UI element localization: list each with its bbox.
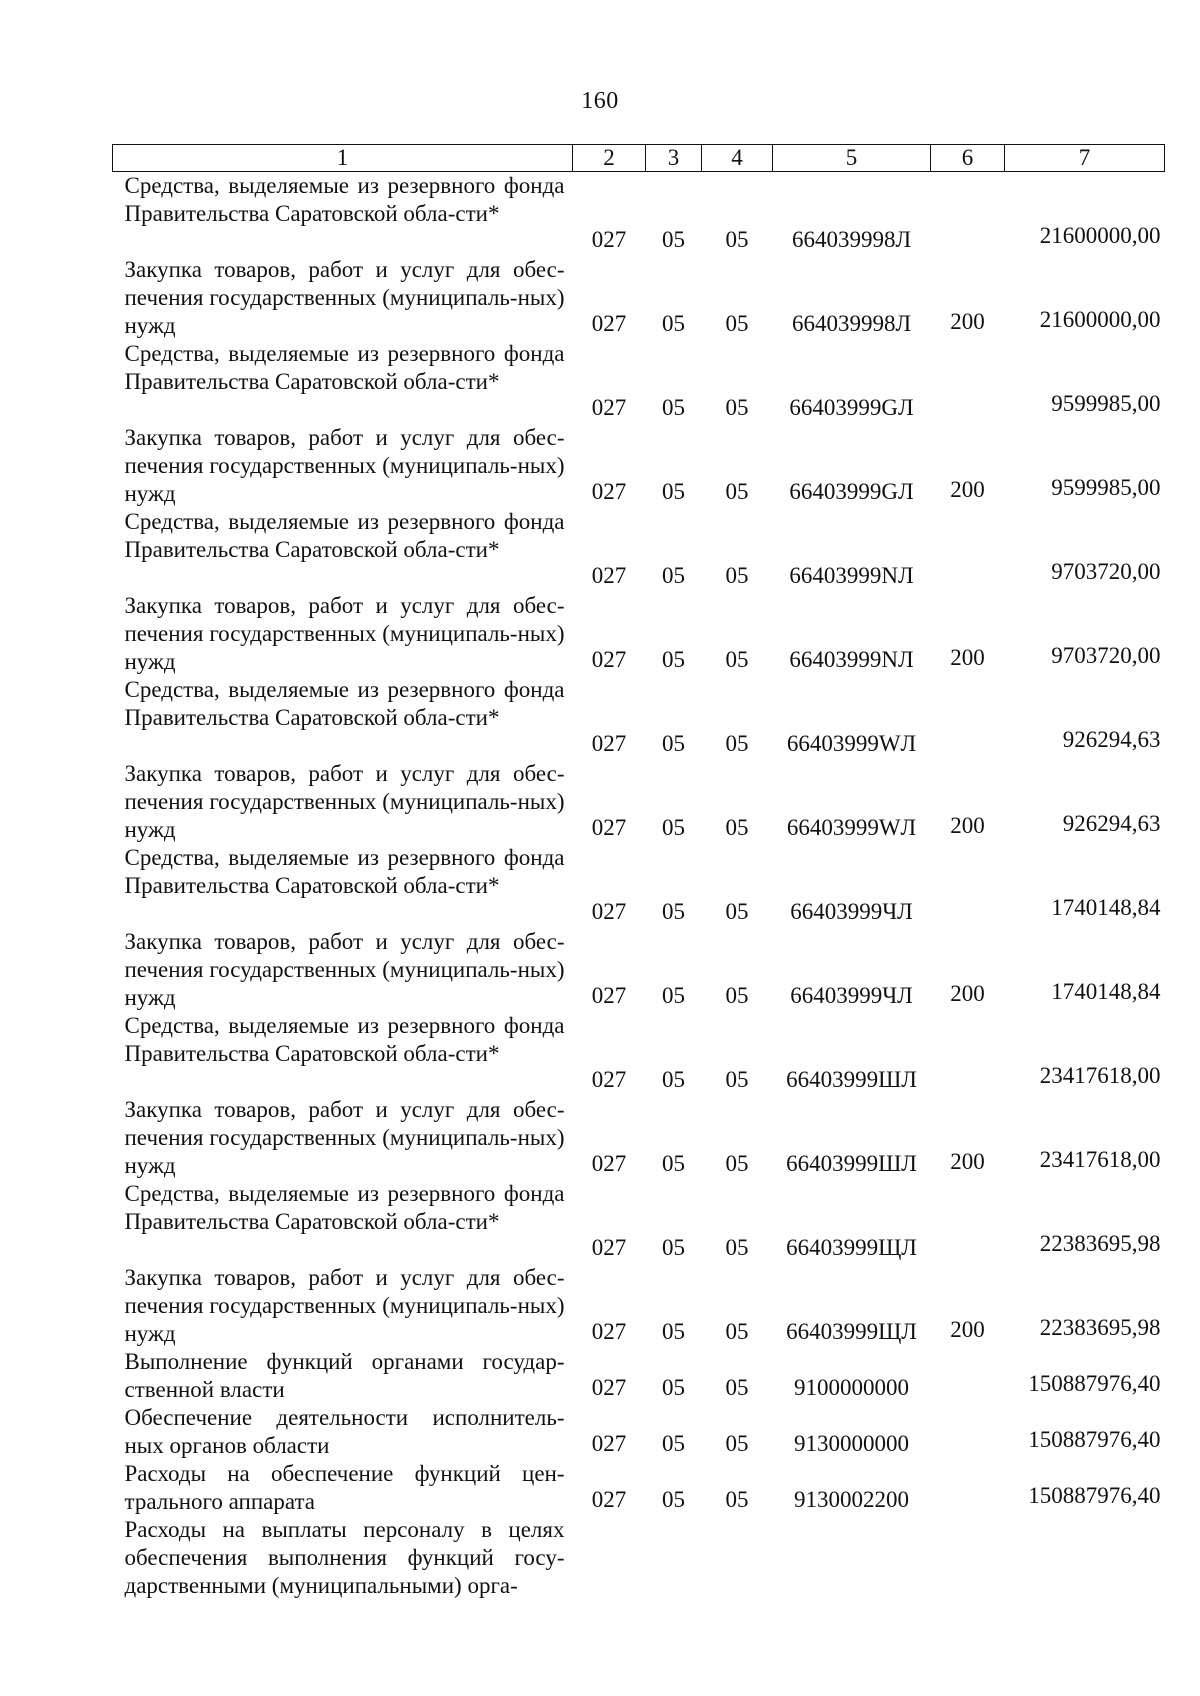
table-row [113,1516,1165,1600]
cell-section: 05 [662,395,685,420]
column-header-7: 7 [1005,145,1165,172]
table-row [113,340,1165,424]
cell-target-article: 66403999ЩЛ [786,1319,917,1344]
cell-name: Расходы на выплаты персоналу в целях обеспечения выполнения функций госу-дарственными (муниципальными) орга- [124,1517,565,1598]
cell-subsection: 05 [725,1067,749,1092]
cell-expense-type: 200 [950,477,985,502]
cell-subsection: 05 [725,1375,749,1400]
page-number: 160 [581,88,619,114]
table-row [113,1180,1165,1264]
cell-chapter: 027 [591,1151,627,1176]
budget-table [112,144,1165,1600]
cell-subsection [702,1516,773,1600]
cell-amount: 9703720,00 [1051,559,1161,584]
column-header-6: 6 [931,145,1005,172]
cell-expense-type [931,508,1005,592]
cell-section [646,1516,702,1600]
table-row [113,1348,1165,1404]
cell-amount: 926294,63 [1062,811,1161,836]
cell-section: 05 [662,1151,685,1176]
cell-subsection: 05 [725,1235,749,1260]
column-header-4: 4 [702,145,773,172]
cell-amount: 9703720,00 [1051,643,1161,668]
cell-expense-type: 200 [950,981,985,1006]
cell-target-article: 66403999ЩЛ [786,1235,917,1260]
column-header-5: 5 [773,145,931,172]
cell-chapter: 027 [591,647,627,672]
cell-section: 05 [662,1431,685,1456]
cell-subsection: 05 [725,479,749,504]
cell-name: Закупка товаров, работ и услуг для обес-печения государственных (муниципаль-ных) нужд [124,1265,565,1346]
column-header-2: 2 [573,145,646,172]
cell-amount: 21600000,00 [1039,223,1161,248]
cell-chapter [573,1516,646,1600]
cell-expense-type [931,676,1005,760]
cell-name: Средства, выделяемые из резервного фонда Правительства Саратовской обла-сти* [124,845,565,898]
cell-chapter: 027 [591,1431,627,1456]
cell-chapter: 027 [591,815,627,840]
cell-name: Выполнение функций органами государ-ственной власти [124,1349,565,1402]
cell-expense-type: 200 [950,309,985,334]
cell-expense-type [931,1404,1005,1460]
cell-target-article: 66403999NЛ [789,647,914,672]
cell-expense-type [931,340,1005,424]
column-header-3: 3 [646,145,702,172]
cell-chapter: 027 [591,1319,627,1344]
table-row [113,592,1165,676]
table-row [113,1404,1165,1460]
table-row [113,760,1165,844]
cell-name: Обеспечение деятельности исполнитель-ных органов области [124,1405,565,1458]
cell-section: 05 [662,1375,685,1400]
table-row [113,508,1165,592]
cell-section: 05 [662,1235,685,1260]
column-header-1: 1 [113,145,573,172]
table-row [113,1012,1165,1096]
cell-subsection: 05 [725,815,749,840]
cell-target-article: 664039998Л [791,227,912,252]
cell-amount: 1740148,84 [1051,895,1161,920]
cell-expense-type: 200 [950,1149,985,1174]
cell-target-article: 664039998Л [791,311,912,336]
cell-amount [1005,1516,1165,1600]
cell-subsection: 05 [725,395,749,420]
cell-section: 05 [662,647,685,672]
cell-subsection: 05 [725,563,749,588]
table-row [113,256,1165,340]
cell-expense-type: 200 [950,813,985,838]
cell-amount: 1740148,84 [1051,979,1161,1004]
cell-expense-type [931,1348,1005,1404]
table-row [113,424,1165,508]
cell-name: Закупка товаров, работ и услуг для обес-печения государственных (муниципаль-ных) нужд [124,593,565,674]
cell-expense-type [931,1012,1005,1096]
cell-name: Расходы на обеспечение функций цен-трального аппарата [124,1461,565,1514]
cell-target-article: 9100000000 [794,1375,909,1400]
cell-expense-type: 200 [950,645,985,670]
cell-amount: 22383695,98 [1039,1315,1161,1340]
cell-subsection: 05 [725,1431,749,1456]
cell-target-article: 9130002200 [794,1487,909,1512]
cell-target-article: 9130000000 [794,1431,909,1456]
table-row [113,676,1165,760]
cell-expense-type [931,1460,1005,1516]
table-body [113,172,1165,1601]
cell-target-article: 66403999GЛ [789,479,914,504]
cell-section: 05 [662,563,685,588]
cell-section: 05 [662,1067,685,1092]
cell-amount: 23417618,00 [1039,1063,1161,1088]
cell-target-article: 66403999NЛ [789,563,914,588]
cell-target-article: 66403999GЛ [789,395,914,420]
cell-name: Средства, выделяемые из резервного фонда Правительства Саратовской обла-сти* [124,341,565,394]
cell-chapter: 027 [591,1487,627,1512]
cell-section: 05 [662,731,685,756]
cell-target-article: 66403999WЛ [786,815,917,840]
cell-amount: 23417618,00 [1039,1147,1161,1172]
table-row [113,172,1165,257]
cell-name: Средства, выделяемые из резервного фонда Правительства Саратовской обла-сти* [124,509,565,562]
cell-section: 05 [662,899,685,924]
cell-amount: 150887976,40 [1028,1483,1161,1508]
cell-target-article: 66403999ШЛ [786,1151,917,1176]
cell-name: Средства, выделяемые из резервного фонда Правительства Саратовской обла-сти* [124,1013,565,1066]
cell-chapter: 027 [591,227,627,252]
cell-expense-type: 200 [950,1317,985,1342]
cell-chapter: 027 [591,1067,627,1092]
cell-expense-type [931,172,1005,257]
cell-target-article: 66403999ЧЛ [790,899,913,924]
cell-expense-type [931,844,1005,928]
cell-chapter: 027 [591,1235,627,1260]
table-row [113,1264,1165,1348]
cell-section: 05 [662,479,685,504]
cell-name: Закупка товаров, работ и услуг для обес-печения государственных (муниципаль-ных) нужд [124,257,565,338]
cell-chapter: 027 [591,395,627,420]
cell-amount: 926294,63 [1062,727,1161,752]
cell-amount: 21600000,00 [1039,307,1161,332]
cell-subsection: 05 [725,1319,749,1344]
cell-name: Закупка товаров, работ и услуг для обес-печения государственных (муниципаль-ных) нужд [124,425,565,506]
table-row [113,1096,1165,1180]
cell-subsection: 05 [725,983,749,1008]
table-row [113,844,1165,928]
cell-amount: 150887976,40 [1028,1427,1161,1452]
cell-amount: 9599985,00 [1051,475,1161,500]
cell-subsection: 05 [725,1487,749,1512]
cell-expense-type [931,1180,1005,1264]
cell-target-article: 66403999WЛ [786,731,917,756]
cell-subsection: 05 [725,731,749,756]
cell-section: 05 [662,815,685,840]
cell-target-article [773,1516,931,1600]
cell-chapter: 027 [591,479,627,504]
cell-name: Средства, выделяемые из резервного фонда Правительства Саратовской обла-сти* [124,173,565,226]
cell-name: Закупка товаров, работ и услуг для обес-печения государственных (муниципаль-ных) нужд [124,761,565,842]
cell-target-article: 66403999ЧЛ [790,983,913,1008]
cell-chapter: 027 [591,1375,627,1400]
cell-section: 05 [662,227,685,252]
cell-subsection: 05 [725,647,749,672]
cell-name: Закупка товаров, работ и услуг для обес-печения государственных (муниципаль-ных) нужд [124,929,565,1010]
table-row [113,928,1165,1012]
cell-chapter: 027 [591,563,627,588]
cell-name: Средства, выделяемые из резервного фонда Правительства Саратовской обла-сти* [124,1181,565,1234]
cell-subsection: 05 [725,899,749,924]
header-row [113,145,1165,172]
cell-name: Закупка товаров, работ и услуг для обес-печения государственных (муниципаль-ных) нужд [124,1097,565,1178]
cell-subsection: 05 [725,311,749,336]
cell-expense-type [931,1516,1005,1600]
cell-amount: 9599985,00 [1051,391,1161,416]
cell-amount: 150887976,40 [1028,1371,1161,1396]
cell-section: 05 [662,1319,685,1344]
table-header [113,145,1165,172]
cell-target-article: 66403999ШЛ [786,1067,917,1092]
cell-amount: 22383695,98 [1039,1231,1161,1256]
cell-name: Средства, выделяемые из резервного фонда Правительства Саратовской обла-сти* [124,677,565,730]
cell-subsection: 05 [725,227,749,252]
cell-section: 05 [662,311,685,336]
cell-subsection: 05 [725,1151,749,1176]
cell-section: 05 [662,983,685,1008]
cell-chapter: 027 [591,983,627,1008]
table-row [113,1460,1165,1516]
cell-chapter: 027 [591,899,627,924]
cell-section: 05 [662,1487,685,1512]
cell-chapter: 027 [591,311,627,336]
cell-chapter: 027 [591,731,627,756]
